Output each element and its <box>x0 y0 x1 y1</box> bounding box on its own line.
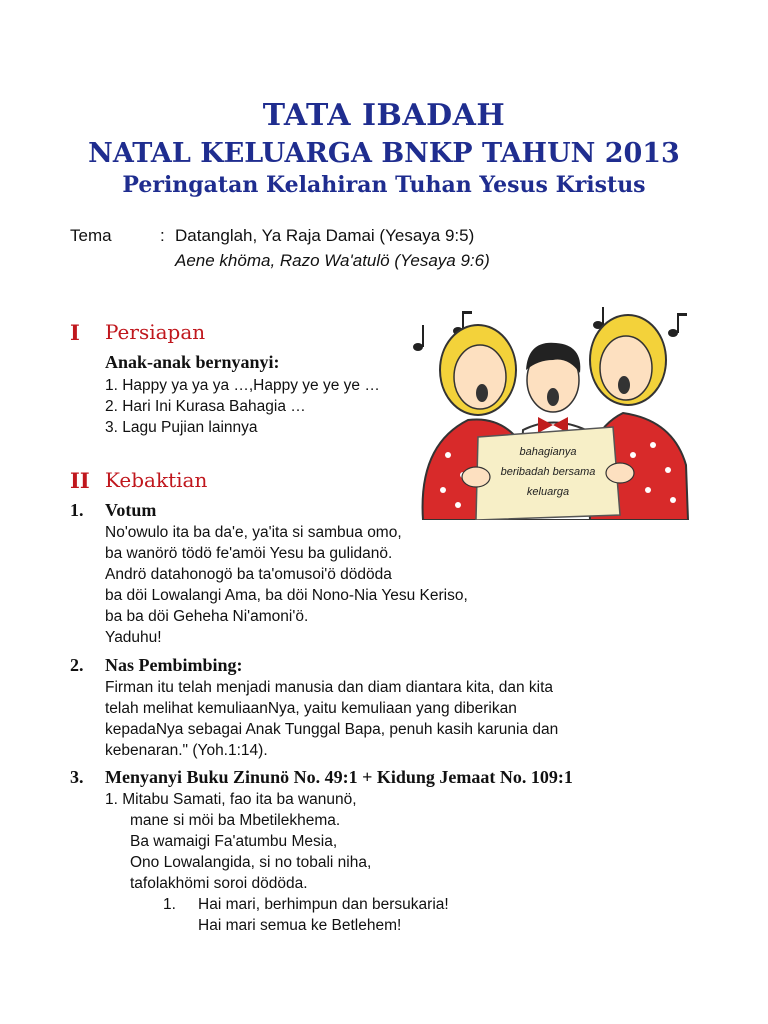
section-2-number: II <box>70 468 90 493</box>
song-verse-first: 1. Mitabu Samati, fao ita ba wanunö, <box>105 791 357 808</box>
section-1-title: Persiapan <box>105 320 206 344</box>
text-line: No'owulo ita ba da'e, ya'ita si sambua omo, <box>105 524 402 541</box>
song-number: 3. <box>70 767 84 787</box>
section-1-number: I <box>70 320 80 345</box>
text-line: Ono Lowalangida, si no tobali niha, <box>130 854 372 871</box>
votum-title: Votum <box>105 500 157 520</box>
nas-number: 2. <box>70 655 84 675</box>
title-natal-keluarga: NATAL KELUARGA BNKP TAHUN 2013 <box>88 138 680 169</box>
nas-title: Nas Pembimbing: <box>105 655 243 675</box>
song-verse <box>130 810 371 894</box>
text-line: ba wanörö tödö fe'amöi Yesu ba gulidanö. <box>105 545 393 562</box>
tema-line-1: Datanglah, Ya Raja Damai (Yesaya 9:5) <box>175 226 475 245</box>
refrain-text <box>198 894 449 936</box>
tema-line-2: Aene khöma, Razo Wa'atulö (Yesaya 9:6) <box>175 251 490 270</box>
tema-label: Tema <box>70 226 112 245</box>
nas-text <box>105 677 558 761</box>
text-line: kebenaran." (Yoh.1:14). <box>105 742 268 759</box>
sign-line-1: bahagianya <box>519 446 577 458</box>
subtitle: Peringatan Kelahiran Tuhan Yesus Kristus <box>122 172 646 198</box>
text-line: Hai mari semua ke Betlehem! <box>198 917 402 934</box>
text-line: mane si möi ba Mbetilekhema. <box>130 812 341 829</box>
text-line: tafolakhömi soroi dödöda. <box>130 875 308 892</box>
list-item: 3. Lagu Pujian lainnya <box>105 419 258 436</box>
votum-text <box>105 522 468 648</box>
text-line: Ba wamaigi Fa'atumbu Mesia, <box>130 833 338 850</box>
tema-colon: : <box>160 226 165 245</box>
section-2-title: Kebaktian <box>105 468 208 492</box>
choir-illustration <box>398 305 698 520</box>
sign-line-2: beribadah bersama <box>500 466 596 478</box>
text-line: Hai mari, berhimpun dan bersukaria! <box>198 896 449 913</box>
votum-number: 1. <box>70 500 84 520</box>
section-1-list <box>105 375 380 438</box>
text-line: Firman itu telah menjadi manusia dan diam diantara kita, dan kita <box>105 679 554 696</box>
text-line: telah melihat kemuliaanNya, yaitu kemuliaan yang diberikan <box>105 700 517 717</box>
text-line: Yaduhu! <box>105 629 162 646</box>
section-1-subheading: Anak-anak bernyanyi: <box>105 352 280 372</box>
list-item: 2. Hari Ini Kurasa Bahagia … <box>105 398 306 415</box>
title-tata-ibadah: TATA IBADAH <box>262 98 506 133</box>
text-line: Andrö datahonogö ba ta'omusoi'ö dödöda <box>105 566 392 583</box>
sign-line-3: keluarga <box>526 486 570 498</box>
list-item: 1. Happy ya ya ya …,Happy ye ye ye … <box>105 377 380 394</box>
text-line: ba döi Lowalangi Ama, ba döi Nono-Nia Yesu Keriso, <box>105 587 468 604</box>
text-line: ba ba döi Geheha Ni'amoni'ö. <box>105 608 309 625</box>
song-title: Menyanyi Buku Zinunö No. 49:1 + Kidung Jemaat No. 109:1 <box>105 767 573 787</box>
text-line: kepadaNya sebagai Anak Tunggal Bapa, penuh kasih karunia dan <box>105 721 559 738</box>
refrain-number: 1. <box>163 896 176 913</box>
